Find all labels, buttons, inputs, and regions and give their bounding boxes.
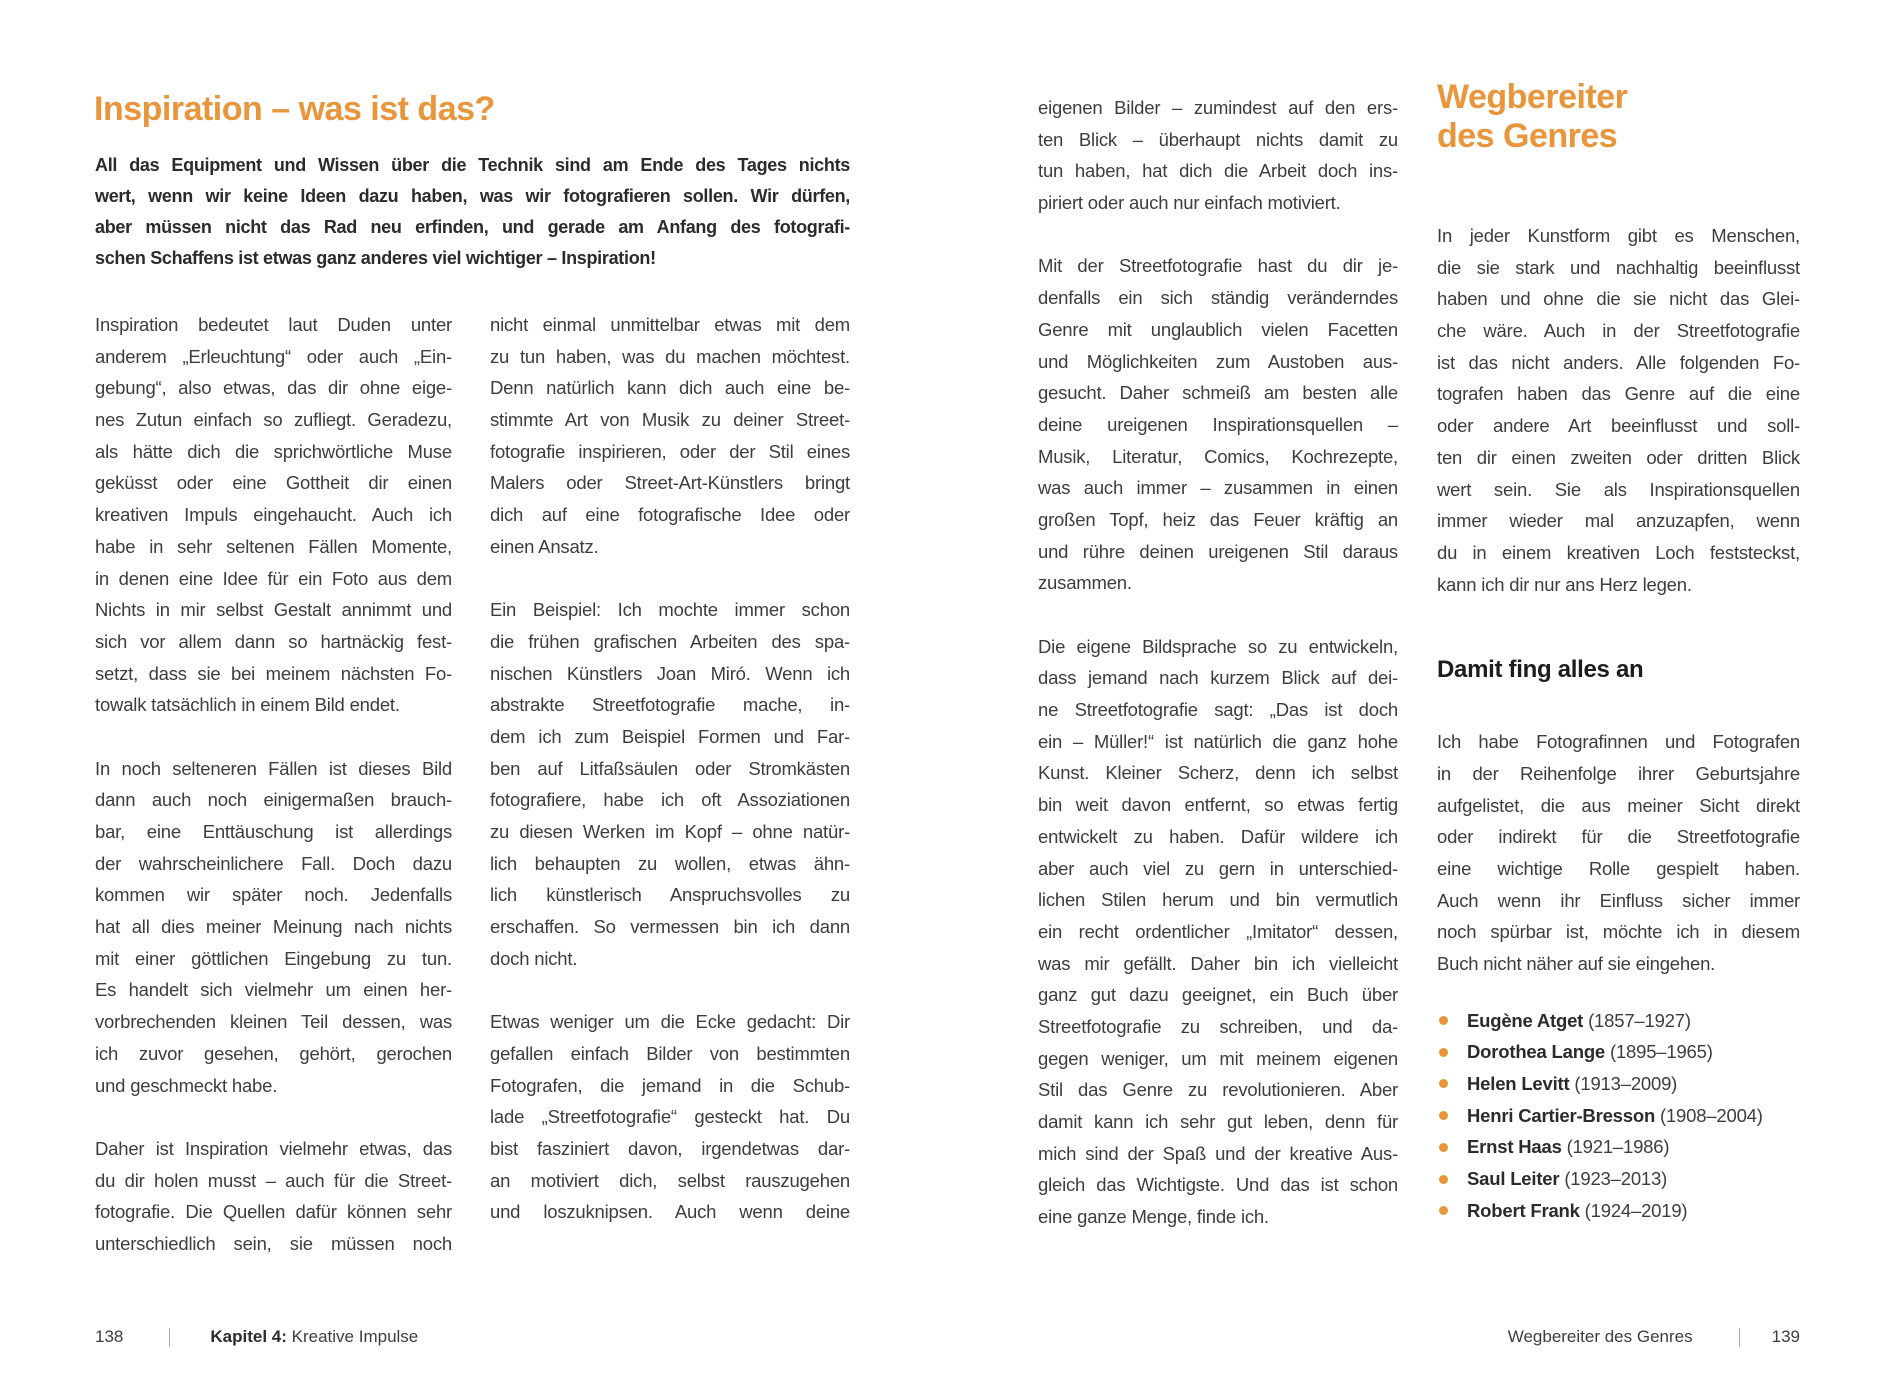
text-line: Mit der Streetfotografie hast du dir je- [1038,255,1398,277]
text-line: Fotografen, die jemand in die Schub- [490,1074,850,1096]
text-line: die frühen grafischen Arbeiten des spa- [490,630,850,652]
text-line: piriert oder auch nur einfach motiviert. [1038,192,1341,214]
text-line: ist das nicht anders. Alle folgenden Fo- [1437,351,1800,373]
text-line: fotografie. Die Quellen dafür können sehr [95,1201,452,1223]
photographer-name: Henri Cartier-Bresson [1467,1104,1656,1126]
text-line: fotografiere, habe ich oft Assoziationen [490,789,850,811]
photographer-entry: Eugène Atget (1857–1927) [1467,1009,1691,1031]
text-line: einen Ansatz. [490,535,599,557]
photographer-entry: Saul Leiter (1923–2013) [1467,1168,1668,1190]
list-item [1437,1068,1800,1100]
text-line: und rühre deinen ureigenen Stil daraus [1038,540,1398,562]
text-line: zu tun haben, was du machen möchtest. [490,345,850,367]
text-line: Auch wenn ihr Einfluss sicher immer [1437,889,1800,911]
text-line: kommen wir später noch. Jedenfalls [95,884,452,906]
text-line: lichen Stilen herum und bin vermutlich [1038,889,1398,911]
text-line: als hätte dich die sprichwörtliche Muse [95,440,452,462]
photographer-name: Saul Leiter [1467,1168,1560,1190]
paragraph [95,1133,452,1260]
paragraph [490,1006,850,1228]
bullet-icon [1439,1079,1448,1088]
text-line: Daher ist Inspiration vielmehr etwas, das [95,1137,452,1159]
text-line: haben und ohne die sie nicht das Glei- [1437,288,1800,310]
chapter-number: Kapitel 4: [210,1327,287,1346]
text-line: was mir gefällt. Daher bin ich vielleicht [1038,952,1398,974]
paragraph [1038,631,1398,1233]
text-line: aber müssen nicht das Rad neu erfinden, und gerade am Anfang des fotografi- [95,217,850,237]
text-line: eigenen Bilder – zumindest auf den ers- [1038,97,1398,118]
text-line: wert sein. Sie als Inspirationsquellen [1437,478,1800,500]
text-line: eine ganze Menge, finde ich. [1038,1206,1269,1228]
photographer-name: Helen Levitt [1467,1072,1570,1094]
text-line: nischen Künstlers Joan Miró. Wenn ich [490,662,850,684]
text-line: fotografie inspirieren, oder der Stil eines [490,440,850,462]
text-line: gleich das Wichtigste. Und das ist schon [1038,1174,1398,1196]
section-title [1437,78,1800,156]
text-line: du in einem kreativen Loch feststeckst, [1437,541,1800,563]
text-line: Die eigene Bildsprache so zu entwickeln, [1038,635,1398,657]
text-line: habe in sehr seltenen Fällen Momente, [95,535,452,557]
text-line: oder andere Art beeinflusst und soll- [1437,415,1800,437]
paragraph [95,309,452,721]
text-line: ganz gut dazu geeignet, ein Buch über [1038,984,1398,1006]
text-line: unterschiedlich sein, sie müssen noch [95,1232,452,1254]
text-line: und geschmeckt habe. [95,1074,278,1096]
photographer-entry: Ernst Haas (1921–1986) [1467,1136,1670,1158]
bullet-icon [1439,1111,1448,1120]
photographer-name: Eugène Atget [1467,1009,1584,1031]
text-line: zu diesen Werken im Kopf – ohne natür- [490,821,850,842]
text-line: kreativen Impuls eingehaucht. Auch ich [95,504,452,526]
text-line: doch nicht. [490,947,578,969]
footer-divider [1739,1328,1740,1347]
paragraph [1038,250,1398,599]
text-line: noch spürbar ist, möchte ich in diesem [1437,921,1800,943]
text-column-1 [95,309,452,1260]
text-line: che wäre. Auch in der Streetfotografie [1437,320,1800,342]
subsection-text [1437,726,1800,980]
footer-right [1508,1327,1800,1347]
text-line: bar, eine Enttäuschung ist allerdings [95,821,452,842]
text-line: dass jemand nach kurzem Blick auf dei- [1038,667,1398,689]
text-line: dem ich zum Beispiel Formen und Far- [490,725,850,747]
text-line: ne Streetfotografie sagt: „Das ist doch [1038,699,1398,721]
text-line: oder indirekt für die Streetfotografie [1437,826,1800,848]
text-line: gesucht. Daher schmeiß am besten alle [1038,382,1398,404]
bullet-icon [1439,1175,1448,1184]
text-line: gebung“, also etwas, das dir ohne eige- [95,377,452,399]
list-item [1437,1036,1800,1068]
text-line: ein – Müller!“ ist natürlich die ganz hohe [1038,730,1398,752]
text-line: Es handelt sich vielmehr um einen her- [95,979,452,1001]
paragraph [1437,726,1800,980]
list-item [1437,1100,1800,1132]
paragraph [490,309,850,563]
text-line: vorbrechenden kleinen Teil dessen, was [95,1011,452,1033]
text-line: ten Blick – überhaupt nichts damit zu [1038,128,1398,150]
text-line: Streetfotografie zu schreiben, und da- [1038,1015,1398,1037]
list-item [1437,1163,1800,1195]
page-number: 139 [1771,1327,1800,1346]
text-line: Denn natürlich kann dich auch eine be- [490,377,850,399]
text-line: Malers oder Street-Art-Künstlers bringt [490,472,850,494]
text-line: ben auf Litfaßsäulen oder Stromkästen [490,757,850,779]
text-line: erschaffen. So vermessen bin ich dann [490,916,850,938]
text-line: lich künstlerisch Anspruchsvolles zu [490,884,850,906]
section-intro [1437,220,1800,600]
text-line: bin weit davon entfernt, so etwas fertig [1038,794,1398,816]
text-line: In jeder Kunstform gibt es Menschen, [1437,225,1800,246]
text-line: gegen weniger, um mit meinem eigenen [1038,1047,1398,1069]
section-title-line2: des Genres [1437,117,1618,155]
text-column-2 [490,309,850,1228]
paragraph [1437,220,1800,600]
text-line: lich behaupten zu wollen, etwas ähn- [490,852,850,874]
footer-divider [169,1328,170,1347]
text-line: mich sind der Spaß und der kreative Aus- [1038,1142,1398,1164]
photographers-list [1437,1005,1800,1227]
text-line: und loszuknipsen. Auch wenn deine [490,1201,850,1223]
text-line: kann ich dir nur ans Herz legen. [1437,573,1692,595]
photographer-entry: Robert Frank (1924–2019) [1467,1199,1688,1221]
list-item [1437,1195,1800,1227]
intro-paragraph [95,150,850,274]
text-line: damit kann ich sehr gut leben, denn für [1038,1111,1398,1132]
text-line: dann auch noch einigermaßen brauch- [95,789,452,811]
text-line: die sie stark und nachhaltig beeinflusst [1437,256,1800,278]
text-line: All das Equipment und Wissen über die Technik sind am Ende des Tages nichts [95,155,850,175]
text-line: nicht einmal unmittelbar etwas mit dem [490,314,850,335]
paragraph [95,753,452,1102]
text-line: was auch immer – zusammen in einen [1038,477,1398,499]
text-line: mit einer göttlichen Eingebung zu tun. [95,947,452,969]
photographer-entry: Henri Cartier-Bresson (1908–2004) [1467,1104,1763,1126]
chapter-label [210,1327,418,1347]
text-line: gefallen einfach Bilder von bestimmten [490,1042,850,1064]
bullet-icon [1439,1048,1448,1057]
text-line: towalk tatsächlich in einem Bild endet. [95,694,400,716]
list-item [1437,1005,1800,1037]
photographer-entry: Dorothea Lange (1895–1965) [1467,1041,1713,1063]
text-line: aber auch viel zu gern in unterschied- [1038,857,1398,879]
paragraph [1038,92,1398,219]
text-line: lade „Streetfotografie“ gesteckt hat. Du [490,1106,850,1128]
text-line: wert, wenn wir keine Ideen dazu haben, was wir fotografieren sollen. Wir dürfen, [95,186,850,206]
text-line: abstrakte Streetfotografie mache, in- [490,694,850,716]
text-line: setzt, dass sie bei meinem nächsten Fo- [95,662,452,684]
text-line: eine wichtige Rolle gespielt haben. [1437,858,1800,879]
text-line: nes Zutun einfach so zufliegt. Geradezu, [95,409,452,431]
page-number: 138 [95,1327,124,1346]
text-line: sich vor allem dann so hartnäckig fest- [95,630,452,652]
text-line: Buch nicht näher auf sie eingehen. [1437,953,1716,975]
paragraph [95,150,850,274]
text-line: Stil das Genre zu revolutionieren. Aber [1038,1079,1398,1101]
text-line: deine ureigenen Inspirationsquellen – [1038,413,1398,435]
text-column-3 [1038,92,1398,1233]
text-line: entwickelt zu haben. Dafür wildere ich [1038,825,1398,847]
text-line: großen Topf, heiz das Feuer kräftig an [1038,508,1398,530]
text-line: Genre mit unglaublich vielen Facetten [1038,318,1398,340]
photographer-name: Robert Frank [1467,1199,1580,1221]
text-line: hat all dies meiner Meinung nach nichts [95,916,452,938]
bullet-icon [1439,1143,1448,1152]
text-line: Kunst. Kleiner Scherz, denn ich selbst [1038,762,1398,784]
text-line: aufgelistet, die aus meiner Sicht direkt [1437,794,1800,816]
text-line: tun haben, hat dich die Arbeit doch ins- [1038,160,1398,182]
text-line: geküsst oder eine Gottheit dir einen [95,472,452,494]
page-title: Inspiration – was ist das? [94,89,495,128]
text-line: denfalls ein sich ständig veränderndes [1038,287,1398,309]
photographer-name: Ernst Haas [1467,1136,1562,1158]
text-line: Etwas weniger um die Ecke gedacht: Dir [490,1011,850,1033]
text-line: in denen eine Idee für ein Foto aus dem [95,567,452,589]
subsection-title: Damit fing alles an [1437,656,1644,684]
text-line: Ein Beispiel: Ich mochte immer schon [490,599,850,621]
chapter-title: Kreative Impulse [291,1327,419,1346]
text-line: in der Reihenfolge ihrer Geburtsjahre [1437,762,1800,784]
text-line: schen Schaffens ist etwas ganz anderes viel wichtiger – Inspiration! [95,248,656,268]
text-line: anderem „Erleuchtung“ oder auch „Ein- [95,345,452,367]
footer-left [95,1327,418,1347]
text-line: dich auf eine fotografische Idee oder [490,504,850,526]
text-line: an motiviert dich, selbst rauszugehen [490,1169,850,1191]
text-line: ein recht ordentlicher „Imitator“ dessen, [1038,920,1398,942]
text-line: Musik, Literatur, Comics, Kochrezepte, [1038,445,1398,467]
section-footer-title: Wegbereiter des Genres [1507,1327,1693,1346]
text-line: Nichts in mir selbst Gestalt annimmt und [95,599,452,621]
bullet-icon [1439,1206,1448,1215]
bullet-icon [1439,1016,1448,1025]
text-line: du dir holen musst – auch für die Street- [95,1169,452,1191]
text-line: Ich habe Fotografinnen und Fotografen [1437,731,1800,753]
paragraph [490,594,850,974]
photographer-entry: Helen Levitt (1913–2009) [1467,1072,1678,1094]
sidebar-column [1437,78,1800,1227]
text-line: stimmte Art von Musik zu deiner Street- [490,409,850,431]
text-line: bist fasziniert davon, irgendetwas dar- [490,1137,850,1159]
section-title-line1: Wegbereiter [1437,78,1628,116]
text-line: ich zuvor gesehen, gehört, gerochen [95,1042,452,1064]
text-line: und Möglichkeiten zum Austoben aus- [1038,350,1398,372]
text-line: tografen haben das Genre auf die eine [1437,383,1800,405]
text-line: Inspiration bedeutet laut Duden unter [95,314,452,335]
text-line: der wahrscheinlichere Fall. Doch dazu [95,852,452,874]
list-item [1437,1132,1800,1164]
text-line: zusammen. [1038,572,1132,594]
text-line: ten dir einen zweiten oder dritten Blick [1437,446,1800,468]
text-line: In noch selteneren Fällen ist dieses Bild [95,757,452,779]
text-line: immer wieder mal anzuzapfen, wenn [1437,510,1800,532]
photographer-name: Dorothea Lange [1467,1041,1606,1063]
